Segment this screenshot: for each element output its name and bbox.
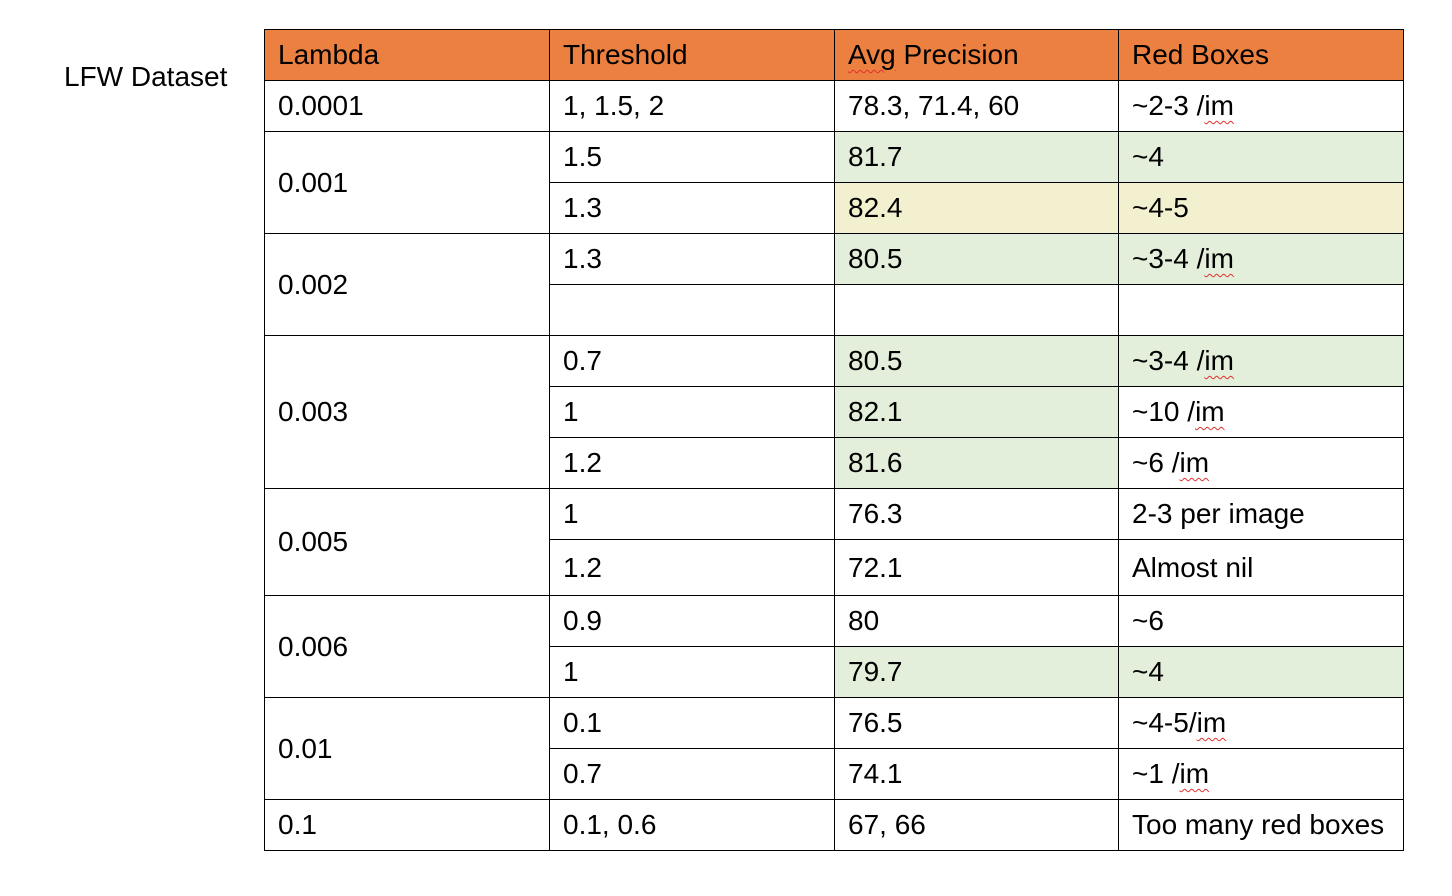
red-boxes-cell <box>1119 387 1404 438</box>
red-boxes-cell <box>1119 540 1404 596</box>
table-row <box>265 132 1404 183</box>
header-avg-word: Avg <box>848 39 896 70</box>
red-boxes-text: ~1 / <box>1132 758 1180 789</box>
red-boxes-cell <box>1119 438 1404 489</box>
red-boxes-text: Too many red boxes <box>1132 809 1385 840</box>
precision-cell: 78.3, 71.4, 60 <box>835 81 1119 132</box>
threshold-cell <box>550 285 835 336</box>
lambda-cell: 0.002 <box>265 234 550 336</box>
dataset-label: LFW Dataset <box>64 61 228 92</box>
precision-cell: 67, 66 <box>835 800 1119 851</box>
precision-cell <box>835 285 1119 336</box>
red-boxes-cell <box>1119 81 1404 132</box>
header-row <box>265 30 1404 81</box>
table-row <box>265 81 1404 132</box>
red-boxes-cell <box>1119 132 1404 183</box>
header-threshold: Threshold <box>550 30 835 81</box>
red-boxes-text: ~3-4 / <box>1132 243 1205 274</box>
table-row <box>265 489 1404 540</box>
threshold-cell: 1, 1.5, 2 <box>550 81 835 132</box>
red-boxes-unit: im <box>1204 90 1234 121</box>
red-boxes-cell <box>1119 596 1404 647</box>
threshold-cell: 1 <box>550 489 835 540</box>
red-boxes-unit: im <box>1204 243 1234 274</box>
threshold-cell: 1 <box>550 647 835 698</box>
table-row <box>265 336 1404 387</box>
red-boxes-text: ~3-4 / <box>1132 345 1205 376</box>
precision-cell: 80 <box>835 596 1119 647</box>
red-boxes-unit: im <box>1195 396 1225 427</box>
header-lambda: Lambda <box>265 30 550 81</box>
lambda-cell: 0.006 <box>265 596 550 698</box>
threshold-cell: 1.2 <box>550 540 835 596</box>
threshold-cell: 1 <box>550 387 835 438</box>
precision-cell: 82.1 <box>835 387 1119 438</box>
threshold-cell: 1.3 <box>550 183 835 234</box>
lambda-cell: 0.1 <box>265 800 550 851</box>
threshold-cell: 1.5 <box>550 132 835 183</box>
red-boxes-cell <box>1119 234 1404 285</box>
table-row <box>265 698 1404 749</box>
red-boxes-text: Almost nil <box>1132 551 1254 583</box>
red-boxes-text: ~4-5 <box>1132 192 1189 223</box>
red-boxes-cell <box>1119 489 1404 540</box>
precision-cell: 81.6 <box>835 438 1119 489</box>
red-boxes-unit: im <box>1204 345 1234 376</box>
red-boxes-text: ~4-5/ <box>1132 707 1197 738</box>
results-table <box>264 29 1404 851</box>
red-boxes-unit: im <box>1179 758 1210 789</box>
red-boxes-cell <box>1119 749 1404 800</box>
precision-cell: 81.7 <box>835 132 1119 183</box>
precision-cell: 79.7 <box>835 647 1119 698</box>
precision-cell: 72.1 <box>835 540 1119 596</box>
precision-cell: 76.3 <box>835 489 1119 540</box>
precision-cell: 80.5 <box>835 234 1119 285</box>
red-boxes-text: ~10 / <box>1132 396 1196 427</box>
red-boxes-text: 2-3 per image <box>1132 498 1305 529</box>
threshold-cell: 1.2 <box>550 438 835 489</box>
lambda-cell: 0.005 <box>265 489 550 596</box>
threshold-cell: 0.9 <box>550 596 835 647</box>
table-body <box>265 81 1404 851</box>
red-boxes-cell <box>1119 698 1404 749</box>
red-boxes-cell <box>1119 647 1404 698</box>
red-boxes-text: ~4 <box>1132 141 1164 172</box>
threshold-cell: 0.1 <box>550 698 835 749</box>
threshold-cell: 0.7 <box>550 336 835 387</box>
precision-cell: 82.4 <box>835 183 1119 234</box>
red-boxes-cell <box>1119 336 1404 387</box>
table-row <box>265 596 1404 647</box>
lambda-cell: 0.01 <box>265 698 550 800</box>
header-red-boxes: Red Boxes <box>1119 30 1404 81</box>
threshold-cell: 0.1, 0.6 <box>550 800 835 851</box>
lambda-cell: 0.003 <box>265 336 550 489</box>
header-avg-precision <box>835 30 1119 81</box>
red-boxes-unit: im <box>1196 707 1227 738</box>
red-boxes-cell <box>1119 183 1404 234</box>
lambda-cell: 0.001 <box>265 132 550 234</box>
red-boxes-cell <box>1119 285 1404 336</box>
red-boxes-text: ~4 <box>1132 656 1164 687</box>
precision-cell: 76.5 <box>835 698 1119 749</box>
red-boxes-text: ~6 <box>1132 605 1164 636</box>
header-precision-word: Precision <box>895 39 1019 70</box>
red-boxes-text: ~2-3 / <box>1132 90 1205 121</box>
precision-cell: 74.1 <box>835 749 1119 800</box>
table-row <box>265 234 1404 285</box>
precision-cell: 80.5 <box>835 336 1119 387</box>
red-boxes-cell <box>1119 800 1404 851</box>
red-boxes-unit: im <box>1179 447 1210 478</box>
lambda-cell: 0.0001 <box>265 81 550 132</box>
threshold-cell: 0.7 <box>550 749 835 800</box>
threshold-cell: 1.3 <box>550 234 835 285</box>
red-boxes-text: ~6 / <box>1132 447 1180 478</box>
table-row <box>265 800 1404 851</box>
